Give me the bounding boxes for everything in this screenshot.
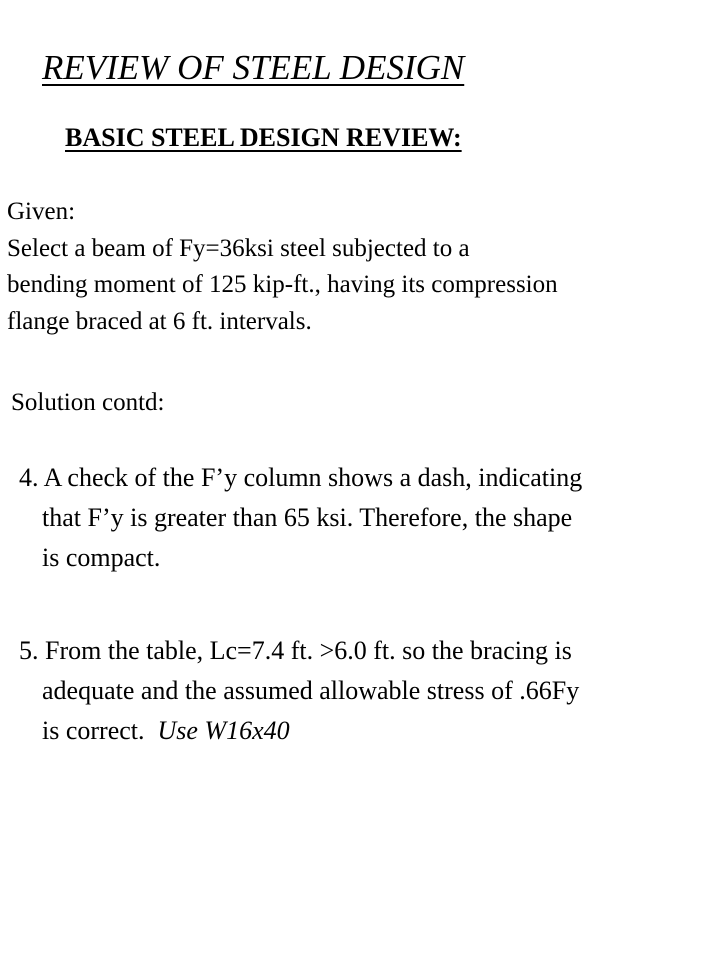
step-line-text: is correct. xyxy=(42,716,145,745)
step-line: 4. A check of the F’y column shows a dash, indicating xyxy=(19,463,583,492)
step-line-final xyxy=(19,711,709,751)
solution-label: Solution contd: xyxy=(11,389,165,416)
step-line: that F’y is greater than 65 ksi. Therefore, the shape xyxy=(42,503,573,532)
solution-step-4 xyxy=(19,458,709,578)
step-line: 5. From the table, Lc=7.4 ft. >6.0 ft. so the bracing is xyxy=(19,636,572,665)
step-line: is compact. xyxy=(42,543,161,572)
solution-step-5 xyxy=(19,631,709,751)
selected-shape: Use W16x40 xyxy=(157,716,290,745)
given-section xyxy=(7,194,717,340)
given-label: Given: xyxy=(7,198,76,225)
step-line: adequate and the assumed allowable stress of .66Fy xyxy=(42,676,580,705)
slide-subtitle: BASIC STEEL DESIGN REVIEW: xyxy=(65,123,462,152)
given-line: Select a beam of Fy=36ksi steel subjected to a xyxy=(7,234,470,262)
slide-title: REVIEW OF STEEL DESIGN xyxy=(42,48,465,87)
given-line: flange braced at 6 ft. intervals. xyxy=(7,307,312,335)
given-line: bending moment of 125 kip-ft., having its compression xyxy=(7,271,558,298)
